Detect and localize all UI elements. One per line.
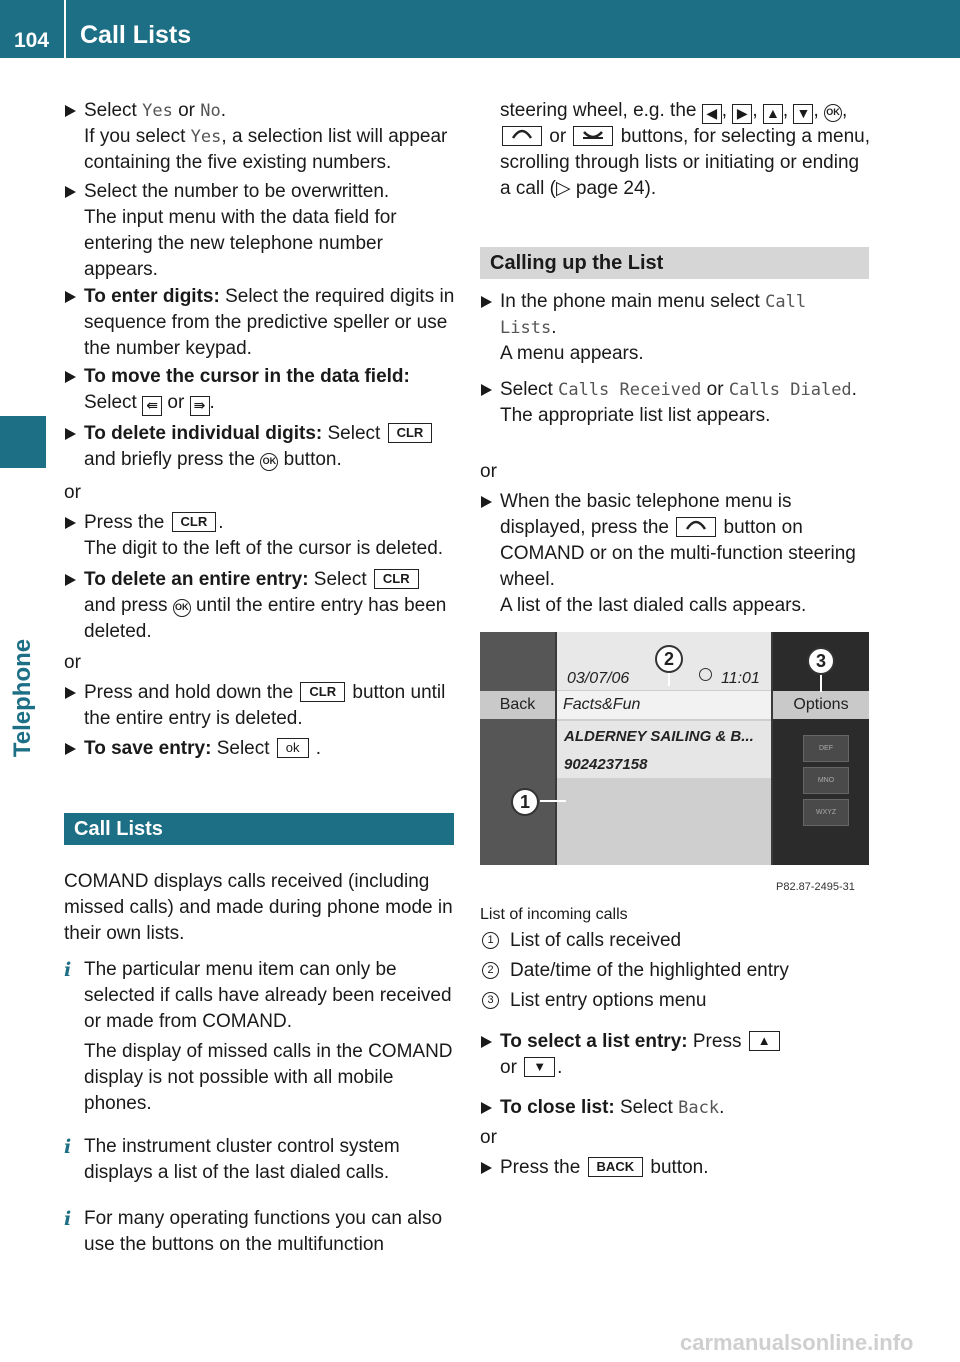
header-divider [64, 0, 66, 58]
page-pointer-icon: ▷ [555, 178, 571, 199]
step-text: until the entire entry has been deleted. [84, 595, 447, 642]
arrow-right-icon: ⇛ [190, 396, 210, 416]
step-text: or [500, 1057, 523, 1078]
note-text: The instrument cluster control system displays a list of the last dialed calls. [84, 1136, 400, 1183]
step-text: and briefly press the [84, 449, 261, 470]
step-heading: To select a list entry: [500, 1031, 688, 1052]
step-text: , a selection list will appear containing the five existing numbers. [84, 126, 448, 173]
step-text: Select the number to be overwritten. [84, 181, 390, 202]
clr-key-icon: CLR [172, 512, 217, 532]
right-button-icon: ▶ [732, 104, 752, 124]
note-text: For many operating functions you can also use the buttons on the multifunction [84, 1208, 443, 1255]
intro-paragraph: COMAND displays calls received (including missed calls) and made during phone mode in their own lists. [64, 871, 453, 944]
up-button-icon: ▲ [763, 104, 783, 124]
step-enter-digits [64, 284, 456, 362]
step-text: button on COMAND or on the multi-function steering wheel. [500, 517, 856, 590]
keypad-key: DEF [803, 735, 849, 762]
step-text: If you select [84, 126, 191, 147]
info-note [64, 957, 456, 1117]
display-left-panel [480, 632, 555, 865]
callout-1: 1 [511, 788, 539, 816]
step-result: A list of the last dialed calls appears. [500, 595, 807, 616]
step-text: button. [645, 1157, 709, 1178]
page-number: 104 [14, 29, 50, 52]
menu-item-calls-dialed: Calls Dialed [728, 380, 852, 400]
ok-key-icon: ok [277, 738, 309, 758]
step-text: . [310, 738, 322, 759]
display-keypad [803, 727, 849, 865]
step-text: and press [84, 595, 173, 616]
display-date: 03/07/06 [567, 670, 630, 687]
down-button-icon: ▼ [793, 104, 813, 124]
sidebar-tab-marker [0, 416, 46, 468]
step-text: button until the entire entry is deleted. [84, 682, 446, 729]
step-select-yes-no [64, 98, 456, 176]
note-text: buttons, for selecting a menu, scrolling through lists or initiating or ending a call ( [500, 126, 870, 199]
display-entry-number: 9024237158 [564, 756, 648, 773]
menu-item-no: No [200, 101, 221, 121]
callout-line [820, 674, 822, 692]
menu-item-call-lists: Call Lists [500, 292, 807, 338]
clr-key-icon: CLR [388, 423, 433, 443]
step-save-entry [64, 736, 456, 762]
keypad-key: MNO [803, 767, 849, 794]
display-entry-name: ALDERNEY SAILING & B... [564, 728, 754, 745]
step-heading: To save entry: [84, 738, 212, 759]
step-close-list [480, 1095, 870, 1121]
callout-3: 3 [807, 647, 835, 675]
step-text: Select [614, 1097, 679, 1118]
step-select-number [64, 179, 456, 283]
note-text: , [721, 100, 733, 121]
note-text: or [544, 126, 572, 147]
info-icon: i [64, 1208, 72, 1230]
step-select-call-lists [480, 289, 870, 367]
down-button-icon: ▼ [524, 1057, 555, 1077]
legend-text: List entry options menu [510, 990, 707, 1011]
sidebar-chapter [8, 618, 38, 778]
clr-key-icon: CLR [300, 682, 345, 702]
step-heading: To enter digits: [84, 286, 220, 307]
page-title: Call Lists [80, 21, 192, 49]
arrow-left-icon: ⇚ [142, 396, 162, 416]
sidebar [0, 58, 46, 1362]
phone-hangup-icon [573, 126, 613, 146]
page-header [0, 0, 960, 58]
watermark: carmanualsonline.info [680, 1330, 914, 1355]
back-key-icon: BACK [588, 1157, 644, 1177]
step-text: Press and hold down the [84, 682, 299, 703]
step-text: button. [278, 449, 342, 470]
step-text: Press [687, 1031, 747, 1052]
step-text: Select [322, 423, 386, 444]
note-text: , [752, 100, 763, 121]
note-text: The particular menu item can only be selected if calls have already been received or made from COMAND. [84, 959, 452, 1032]
step-heading: To delete an entire entry: [84, 569, 309, 590]
menu-item-calls-received: Calls Received [558, 380, 702, 400]
step-text: . [719, 1097, 725, 1118]
image-reference: P82.87-2495-31 [776, 881, 855, 893]
step-text: or [701, 379, 729, 400]
keypad-key: WXYZ [803, 799, 849, 826]
step-delete-entry [64, 567, 456, 645]
legend-item [480, 928, 681, 954]
step-text: In the phone main menu select [500, 291, 766, 312]
note-text: steering wheel, e.g. the [500, 100, 702, 121]
legend-number: 2 [482, 962, 499, 979]
ok-button-icon: OK [173, 599, 191, 617]
step-press-clr [64, 510, 456, 562]
or-separator: or [480, 1127, 497, 1148]
step-heading: To move the cursor in the data field: [84, 366, 410, 387]
step-press-phone-button [480, 489, 870, 619]
step-result: The appropriate list list appears. [500, 405, 771, 426]
step-text: . [218, 512, 224, 533]
step-select-entry [480, 1029, 870, 1081]
legend-number: 1 [482, 932, 499, 949]
display-back-button: Back [480, 691, 555, 719]
section-heading-calling-up: Calling up the List [480, 247, 869, 279]
step-text: Select [84, 392, 143, 413]
phone-answer-icon [676, 517, 716, 537]
step-text: or [162, 392, 190, 413]
step-text: or [172, 100, 201, 121]
step-text: . [220, 100, 227, 121]
or-separator: or [64, 482, 81, 503]
info-icon: i [64, 959, 72, 981]
step-text: . [551, 317, 557, 338]
step-heading: To close list: [500, 1097, 615, 1118]
note-text: The display of missed calls in the COMAND display is not possible with all mobile phones. [84, 1041, 453, 1114]
step-text: Press the [500, 1157, 586, 1178]
legend-item [480, 958, 789, 984]
step-hold-clr [64, 680, 456, 732]
step-delete-digits [64, 421, 456, 473]
info-note [64, 1206, 456, 1258]
display-highlighted-entry: Facts&Fun [557, 691, 771, 719]
step-text: Select [211, 738, 275, 759]
step-move-cursor [64, 364, 456, 416]
note-continuation [480, 98, 870, 202]
note-text: , [782, 100, 794, 121]
callout-2: 2 [655, 645, 683, 673]
ok-button-icon: OK [260, 453, 278, 471]
step-text: Select [308, 569, 372, 590]
step-heading: To delete individual digits: [84, 423, 323, 444]
step-text: . [557, 1057, 563, 1078]
ok-button-icon: OK [824, 104, 842, 122]
step-text: Select [84, 100, 143, 121]
note-text: , [813, 100, 824, 121]
image-caption: List of incoming calls [480, 906, 628, 923]
callout-line [668, 672, 670, 686]
step-text: Select [500, 379, 559, 400]
phone-answer-icon [502, 126, 542, 146]
step-text: . [209, 392, 215, 413]
step-text: . [851, 379, 857, 400]
legend-text: Date/time of the highlighted entry [510, 960, 789, 981]
info-icon: i [64, 1136, 72, 1158]
callout-line [540, 800, 566, 802]
clock-icon [699, 668, 712, 681]
menu-item-back: Back [678, 1098, 720, 1118]
display-time: 11:01 [721, 670, 760, 687]
or-separator: or [64, 652, 81, 673]
display-options-button: Options [773, 691, 869, 719]
comand-display-image [480, 632, 869, 865]
note-text: , [842, 100, 848, 121]
section-heading-call-lists: Call Lists [64, 813, 454, 845]
step-text: When the basic telephone menu is displayed, press the [500, 491, 792, 538]
left-button-icon: ◀ [702, 104, 722, 124]
step-result: The input menu with the data field for entering the new telephone number appears. [84, 207, 397, 280]
info-note [64, 1134, 456, 1186]
step-result: The digit to the left of the cursor is deleted. [84, 538, 444, 559]
legend-number: 3 [482, 992, 499, 1009]
menu-item-yes: Yes [142, 101, 173, 121]
step-select-list [480, 377, 870, 429]
clr-key-icon: CLR [374, 569, 419, 589]
up-button-icon: ▲ [749, 1031, 780, 1051]
legend-text: List of calls received [510, 930, 682, 951]
menu-item-yes: Yes [190, 127, 222, 147]
step-text: Press the [84, 512, 170, 533]
step-result: A menu appears. [500, 343, 644, 364]
sidebar-chapter-label: Telephone [9, 638, 36, 758]
note-text: page 24). [570, 178, 657, 199]
legend-item [480, 988, 706, 1014]
or-separator: or [480, 461, 497, 482]
step-press-back [480, 1155, 870, 1181]
step-text: Select the required digits in sequence from the predictive speller or use the number keypad. [84, 286, 455, 359]
